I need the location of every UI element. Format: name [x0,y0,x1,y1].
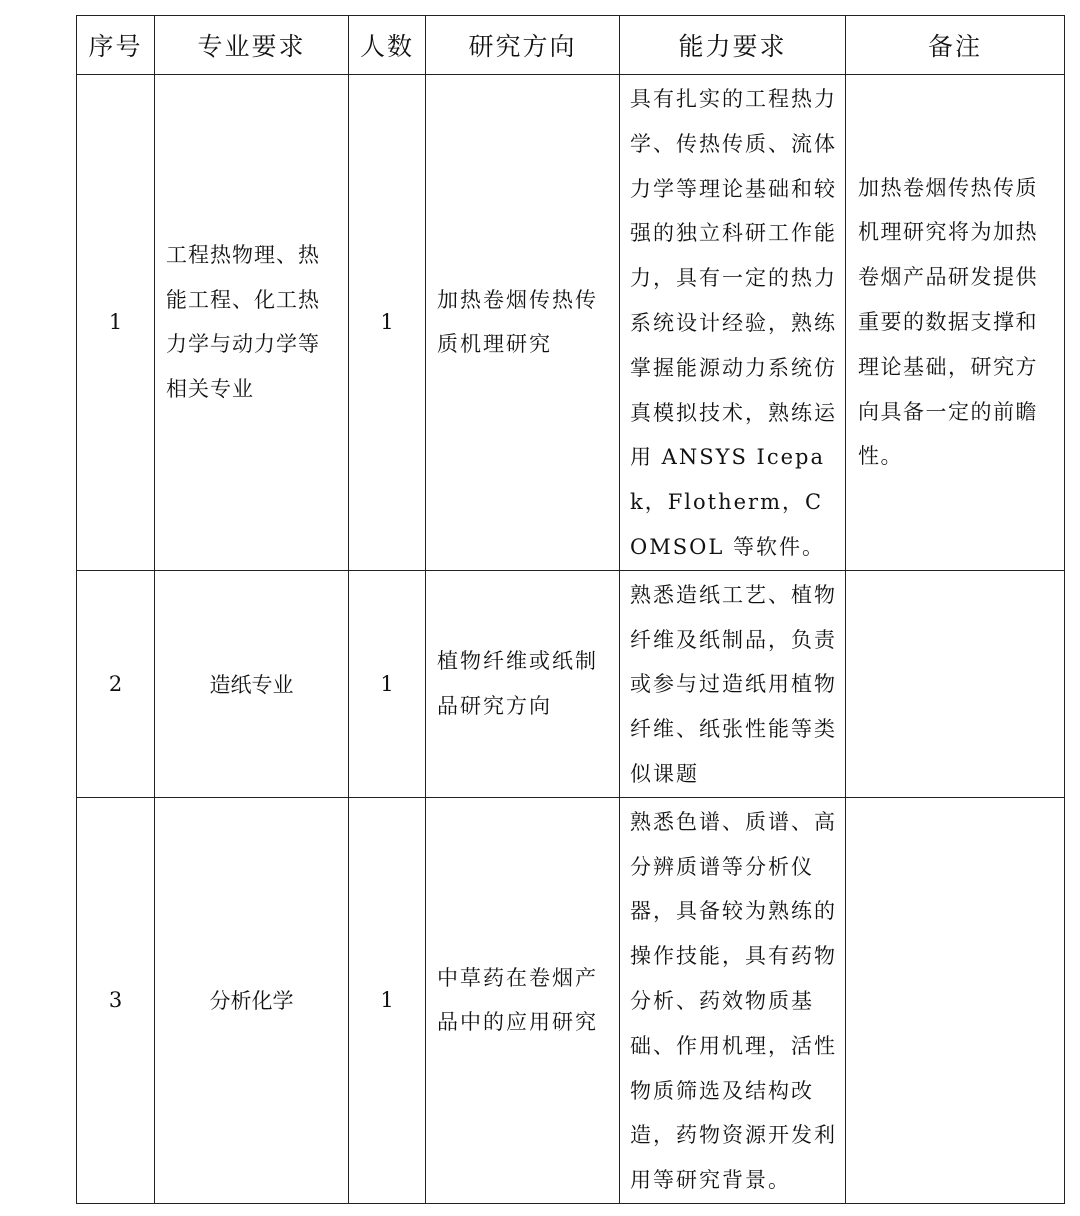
row-direction [426,570,620,797]
row-direction-text: 加热卷烟传热传质机理研究 [437,287,598,357]
row-count: 1 [349,75,426,571]
row-index: 3 [77,797,155,1203]
table-row [77,797,1065,1203]
row-index: 1 [77,75,155,571]
row-ability [620,75,846,571]
row-index: 2 [77,570,155,797]
header-remark: 备注 [846,16,1065,75]
requirements-table [76,15,1065,1204]
row-remark-text: 加热卷烟传热传质机理研究将为加热卷烟产品研发提供重要的数据支撑和理论基础，研究方向具备一定的前瞻性。 [858,175,1038,469]
header-ability: 能力要求 [620,16,846,75]
table-row [77,570,1065,797]
row-ability [620,570,846,797]
row-ability-text: 具有扎实的工程热力学、传热传质、流体力学等理论基础和较强的独立科研工作能力，具有一定的热力系统设计经验，熟练掌握能源动力系统仿真模拟技术，熟练运用 ANSYS Icepak，Flotherm，COMSOL 等软件。 [630,87,837,559]
row-major: 分析化学 [155,797,349,1203]
header-count: 人数 [349,16,426,75]
row-direction [426,75,620,571]
header-row [77,16,1065,75]
row-remark [846,797,1065,1203]
row-major-text: 工程热物理、热能工程、化工热力学与动力学等相关专业 [166,242,320,402]
row-count: 1 [349,797,426,1203]
row-direction-text: 中草药在卷烟产品中的应用研究 [437,965,598,1035]
header-index: 序号 [77,16,155,75]
row-ability [620,797,846,1203]
row-remark [846,570,1065,797]
row-major [155,75,349,571]
header-direction: 研究方向 [426,16,620,75]
row-direction-text: 植物纤维或纸制品研究方向 [437,648,598,718]
row-ability-text: 熟悉色谱、质谱、高分辨质谱等分析仪器，具备较为熟练的操作技能，具有药物分析、药效物质基础、作用机理，活性物质筛选及结构改造，药物资源开发利用等研究背景。 [630,809,837,1193]
row-count: 1 [349,570,426,797]
row-ability-text: 熟悉造纸工艺、植物纤维及纸制品，负责或参与过造纸用植物纤维、纸张性能等类似课题 [630,582,837,786]
header-major: 专业要求 [155,16,349,75]
row-major: 造纸专业 [155,570,349,797]
row-remark [846,75,1065,571]
row-direction [426,797,620,1203]
table-row [77,75,1065,571]
